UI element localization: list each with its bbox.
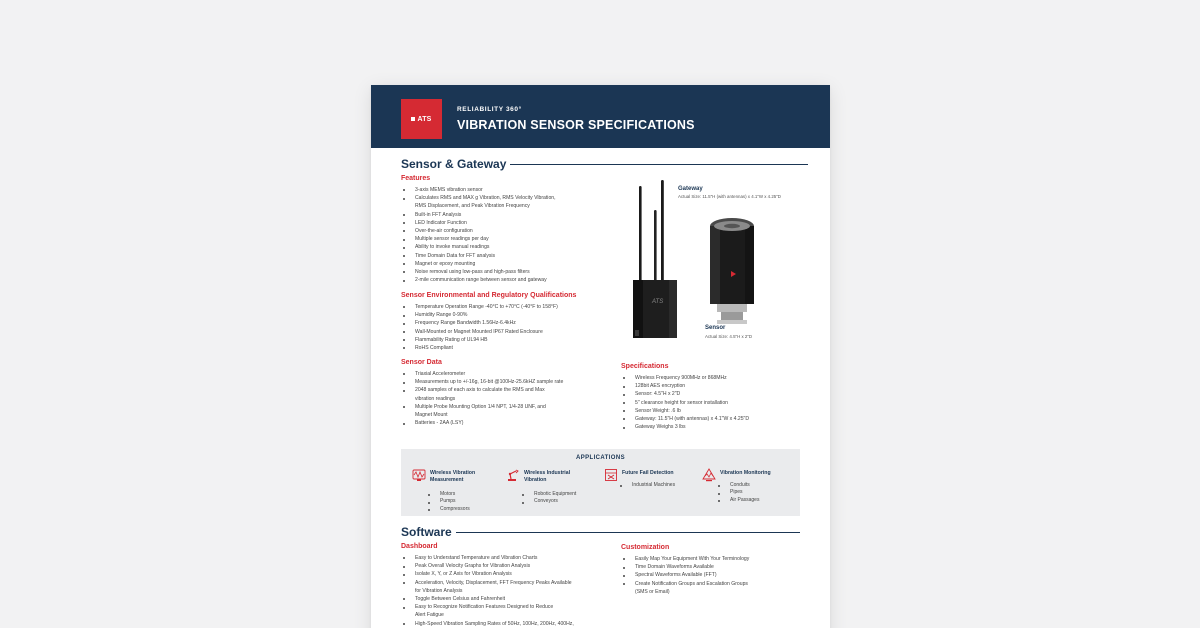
list-item: Sensor: 4.5"H x 2"D bbox=[621, 390, 821, 398]
gateway-device-image bbox=[625, 180, 685, 346]
header-kicker: RELIABILITY 360° bbox=[457, 106, 522, 113]
list-item: vibration readings bbox=[415, 395, 456, 402]
list-item: 3-axis MEMS vibration sensor bbox=[401, 186, 631, 194]
list-item: Peak Overall Velocity Graphs for Vibration Analysis bbox=[401, 562, 631, 570]
list-item: for Vibration Analysis bbox=[415, 587, 463, 594]
list-item: Batteries - 2AA (LSY) bbox=[401, 419, 631, 427]
customization-list bbox=[621, 555, 821, 596]
environmental-heading: Sensor Environmental and Regulatory Qualifications bbox=[401, 292, 577, 299]
header-banner bbox=[371, 85, 830, 148]
list-item: Motors bbox=[426, 491, 506, 498]
list-item: Easy to Understand Temperature and Vibration Charts bbox=[401, 554, 631, 562]
list-item: Pumps bbox=[426, 498, 506, 505]
spec-sheet bbox=[371, 85, 830, 628]
features-list bbox=[401, 186, 631, 284]
list-item: Wall-Mounted or Magnet Mounted IP67 Rated Enclosure bbox=[401, 328, 631, 336]
list-item: Wireless Frequency 900MHz or 868MHz bbox=[621, 374, 821, 382]
list-item: Frequency Range Bandwidth 1.56Hz-6.4kHz bbox=[401, 319, 631, 327]
list-item: Multiple sensor readings per day bbox=[401, 235, 631, 243]
list-item: 128bit AES encryption bbox=[621, 382, 821, 390]
list-item: Air Passages bbox=[716, 497, 796, 504]
application-title: Wireless Vibration bbox=[430, 470, 476, 476]
list-item: Ability to invoke manual readings bbox=[401, 243, 631, 251]
list-item: RMS Displacement, and Peak Vibration Frequency bbox=[415, 203, 530, 210]
list-item: High-Speed Vibration Sampling Rates of 50Hz, 100Hz, 200Hz, 400Hz, bbox=[401, 620, 631, 628]
list-item: Triaxial Accelerometer bbox=[401, 370, 631, 378]
list-item: 2048 samples of each axis to calculate the RMS and Max bbox=[401, 386, 631, 394]
gateway-caption: Actual Size: 11.5"H (with antennas) x 4.1"W x 4.25"D bbox=[678, 194, 781, 199]
list-item: 2-mile communication range between sensor and gateway bbox=[401, 276, 631, 284]
list-item: Multiple Probe Mounting Option 1/4 NPT, 1/4-28 UNF, and bbox=[401, 403, 631, 411]
list-item: Magnet Mount bbox=[415, 412, 448, 419]
list-item: Conveyors bbox=[520, 498, 600, 505]
list-item: Robotic Equipment bbox=[520, 491, 600, 498]
application-list bbox=[520, 491, 600, 506]
list-item: Measurements up to +/-16g, 16-bit @100Hz-25.6kHZ sample rate bbox=[401, 378, 631, 386]
list-item: Calculates RMS and MAX g Vibration, RMS Velocity Vibration, bbox=[401, 194, 631, 202]
application-title: Wireless Industrial bbox=[524, 470, 571, 476]
robotic-arm-icon bbox=[506, 468, 520, 482]
list-item: Time Domain Data for FFT analysis bbox=[401, 252, 631, 260]
list-item: Time Domain Waveforms Available bbox=[621, 563, 821, 571]
applications-heading: APPLICATIONS bbox=[575, 455, 626, 461]
sensor-device-image bbox=[707, 216, 757, 328]
dashboard-heading: Dashboard bbox=[401, 543, 438, 550]
environmental-list bbox=[401, 303, 631, 352]
application-title: Future Fail Detection bbox=[622, 470, 674, 476]
list-item: (SMS or Email) bbox=[635, 588, 670, 595]
list-item: Over-the-air configuration bbox=[401, 227, 631, 235]
list-item: Easy to Recognize Notification Features Designed to Reduce bbox=[401, 603, 631, 611]
page-title: VIBRATION SENSOR SPECIFICATIONS bbox=[457, 118, 695, 132]
list-item: RoHS Compliant bbox=[401, 344, 631, 352]
specifications-heading: Specifications bbox=[621, 363, 669, 370]
applications-panel bbox=[401, 449, 800, 516]
list-item: Humidity Range 0-90% bbox=[401, 311, 631, 319]
gateway-label: Gateway bbox=[678, 186, 703, 192]
list-item: Easily Map Your Equipment With Your Terminology bbox=[621, 555, 821, 563]
list-item: Alert Fatigue bbox=[415, 612, 444, 619]
list-item: Sensor Weight: .6 lb bbox=[621, 407, 821, 415]
application-title: Vibration Monitoring bbox=[720, 470, 771, 476]
sensor-data-list bbox=[401, 370, 631, 427]
application-list bbox=[618, 482, 698, 489]
application-list bbox=[716, 482, 796, 504]
application-list bbox=[426, 491, 506, 513]
list-item: Compressors bbox=[426, 506, 506, 513]
list-item: 5" clearance height for sensor installation bbox=[621, 399, 821, 407]
ats-logo: ATS bbox=[401, 99, 442, 139]
sensor-data-heading: Sensor Data bbox=[401, 359, 442, 366]
gateway-device-text: ATS bbox=[652, 299, 664, 305]
list-item: Industrial Machines bbox=[618, 482, 698, 489]
application-title: Vibration bbox=[524, 477, 547, 484]
list-item: Conduits bbox=[716, 482, 796, 489]
sensor-caption: Actual Size: 4.5"H x 2"D bbox=[705, 334, 753, 339]
customization-heading: Customization bbox=[621, 544, 670, 551]
list-item: Flammability Rating of UL94 HB bbox=[401, 336, 631, 344]
list-item: Spectral Waveforms Available (FFT) bbox=[621, 571, 821, 579]
list-item: Built-in FFT Analysis bbox=[401, 211, 631, 219]
list-item: Acceleration, Velocity, Displacement, FFT Frequency Peaks Available bbox=[401, 579, 631, 587]
list-item: Isolate X, Y, or Z Axis for Vibration Analysis bbox=[401, 570, 631, 578]
list-item: Gateway Weighs 3 lbs bbox=[621, 423, 821, 431]
list-item: Temperature Operation Range -40°C to +70°C (-40°F to 158°F) bbox=[401, 303, 631, 311]
list-item: Gateway: 11.5"H (with antennas) x 4.1"W x 4.25"D bbox=[621, 415, 821, 423]
sensor-label: Sensor bbox=[705, 325, 726, 331]
section-heading-software: Software bbox=[401, 525, 800, 539]
list-item: Toggle Between Celsius and Fahrenheit bbox=[401, 595, 631, 603]
list-item: Magnet or epoxy mounting bbox=[401, 260, 631, 268]
list-item: Noise removal using low-pass and high-pass filters bbox=[401, 268, 631, 276]
dashboard-list bbox=[401, 554, 631, 628]
specifications-list bbox=[621, 374, 821, 431]
section-heading-sensor-gateway: Sensor & Gateway bbox=[401, 157, 808, 171]
features-heading: Features bbox=[401, 175, 431, 182]
application-title: Measurement bbox=[430, 477, 464, 484]
list-item: LED Indicator Function bbox=[401, 219, 631, 227]
monitoring-icon bbox=[702, 468, 716, 482]
vibration-wave-icon bbox=[412, 468, 426, 482]
list-item: Pipes bbox=[716, 489, 796, 496]
machine-fault-icon bbox=[604, 468, 618, 482]
list-item: Create Notification Groups and Escalation Groups bbox=[621, 580, 821, 588]
